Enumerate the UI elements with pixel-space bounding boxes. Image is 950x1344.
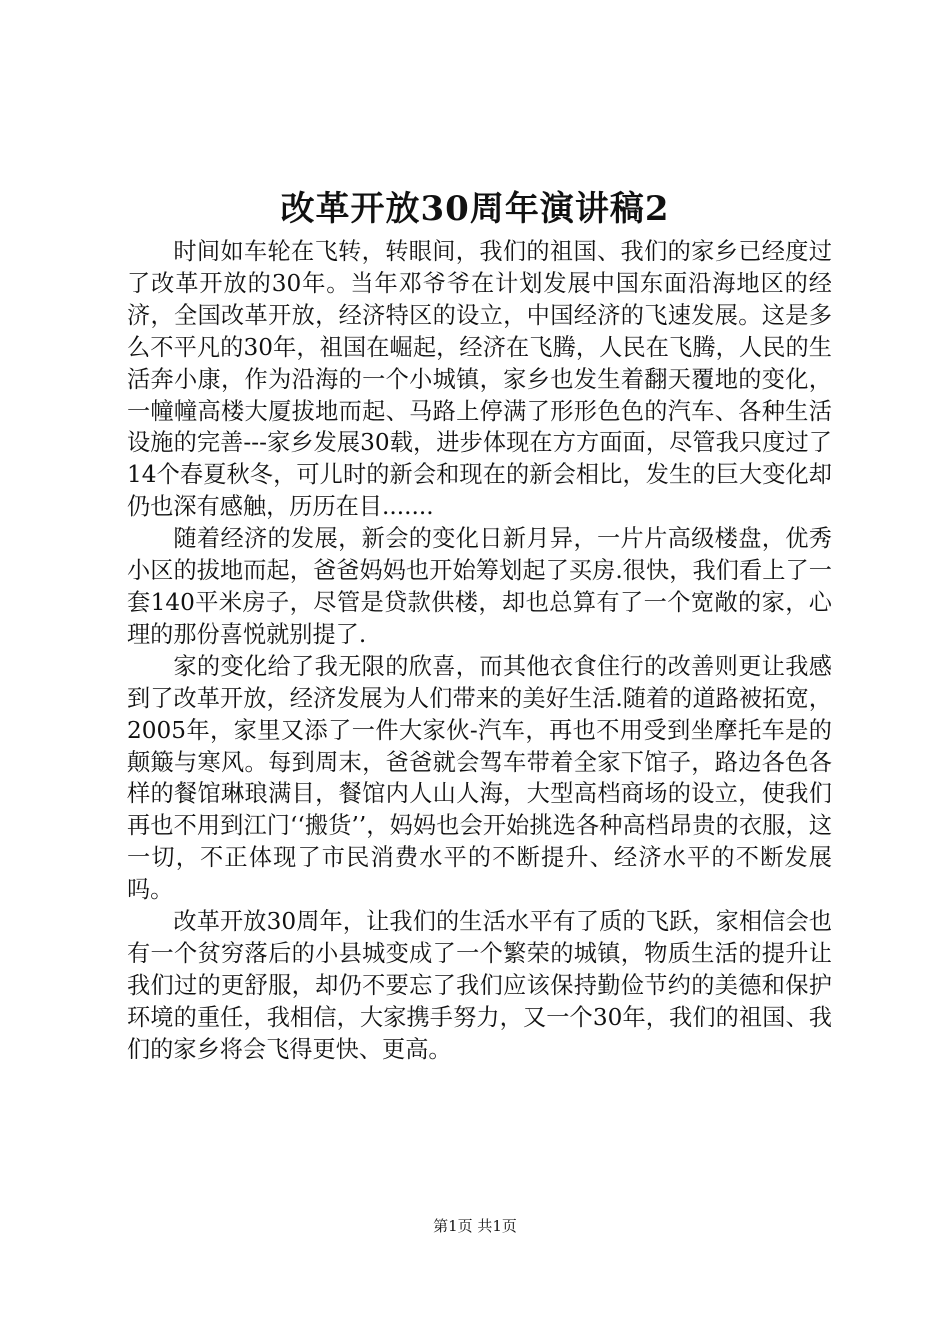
paragraph-3: 家的变化给了我无限的欣喜，而其他衣食住行的改善则更让我感到了改革开放，经济发展为人们带来的美好生活.随着的道路被拓宽，2005年，家里又添了一件大家伙-汽车，再也不用受到坐摩托车是的颠簸与寒风。每到周末，爸爸就会驾车带着全家下馆子，路边各色各样的餐馆琳琅满目，餐馆内人山人海，大型高档商场的设立，使我们再也不用到江门‘‘搬货’’，妈妈也会开始挑选各种高档昂贵的衣服，这一切，不正体现了市民消费水平的不断提升、经济水平的不断发展吗。 [127,652,832,904]
paragraph-1: 时间如车轮在飞转，转眼间，我们的祖国、我们的家乡已经度过了改革开放的30年。当年邓爷爷在计划发展中国东面沿海地区的经济，全国改革开放，经济特区的设立，中国经济的飞速发展。这是多么不平凡的30年，祖国在崛起，经济在飞腾，人民在飞腾，人民的生活奔小康，作为沿海的一个小城镇，家乡也发生着翻天覆地的变化，一幢幢高楼大厦拔地而起、马路上停满了形形色色的汽车、各种生活设施的完善---家乡发展30载，进步体现在方方面面，尽管我只度过了14个春夏秋冬，可儿时的新会和现在的新会相比，发生的巨大变化却仍也深有感触，历历在目....... [127,238,832,521]
page-footer: 第1页 共1页 [433,1217,517,1235]
paragraph-2: 随着经济的发展，新会的变化日新月异，一片片高级楼盘，优秀小区的拔地而起，爸爸妈妈也开始筹划起了买房.很快，我们看上了一套140平米房子，尽管是贷款供楼，却也总算有了一个宽敞的家，心理的那份喜悦就别提了. [127,525,832,648]
paragraph-4: 改革开放30周年，让我们的生活水平有了质的飞跃，家相信会也有一个贫穷落后的小县城变成了一个繁荣的城镇，物质生活的提升让我们过的更舒服，却仍不要忘了我们应该保持勤俭节约的美德和保护环境的重任，我相信，大家携手努力，又一个30年，我们的祖国、我们的家乡将会飞得更快、更高。 [127,908,832,1063]
document-title: 改革开放30周年演讲稿2 [280,189,670,229]
document-body [127,236,832,1066]
